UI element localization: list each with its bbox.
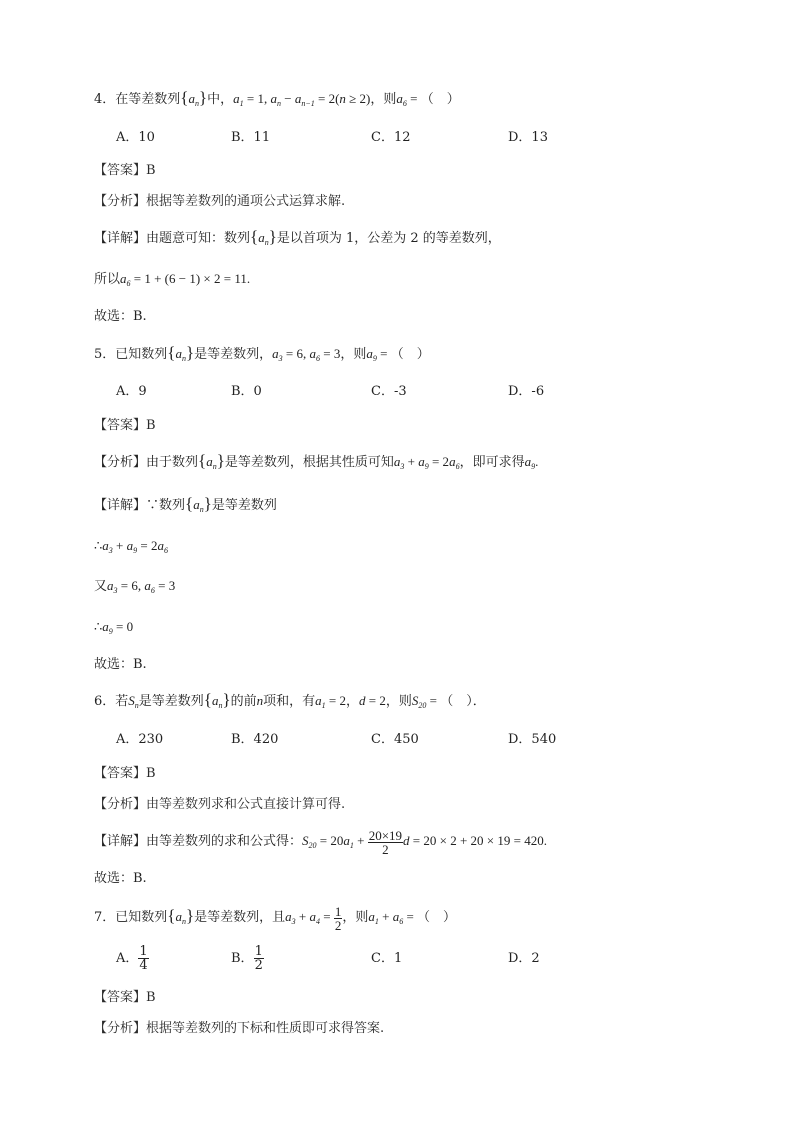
q4-option-c[interactable]: C．12: [371, 130, 411, 145]
q5-step-3: $\therefore a_9 = 0$: [94, 619, 134, 636]
math-expr: $a_3 + a_9 = 2a_6$: [102, 538, 168, 555]
fraction: $\frac{1}{2}$: [334, 903, 342, 933]
q6-answer: 【答案】B: [94, 766, 156, 781]
q7-answer: 【答案】B: [94, 990, 156, 1005]
q6-option-c[interactable]: C．450: [371, 732, 419, 747]
q5-choose: 故选：B.: [94, 657, 147, 672]
q5-option-d[interactable]: D．-6: [508, 384, 545, 399]
q6-stem: 6．若$S_n$是等差数列$\{a_n\}$的前n项和，有$a_1 = 2$，d = 2，则$S_{20}$ = （ ）．: [94, 690, 486, 710]
seq-notation: $\{a_n\}$: [180, 88, 208, 108]
q6-choose: 故选：B.: [94, 871, 147, 886]
fraction: $\frac{1}{2}$: [254, 944, 263, 973]
q5-analysis: 【分析】由于数列$\{a_n\}$是等差数列，根据其性质可知$a_3 + a_9 = 2a_6$，即可求得$a_9$.: [94, 451, 539, 471]
math-expr: $a_3 + a_4$ = $\frac{1}{2}$: [285, 903, 342, 933]
math-expr: $a_1 + a_6$ =: [368, 909, 418, 926]
math-expr: $S_{20}$ =: [411, 693, 441, 710]
math-expr: $a_3 + a_9 = 2a_6$: [393, 454, 460, 471]
q4-choose: 故选：B.: [94, 309, 147, 324]
math-expr: $a_1 = 2$: [315, 693, 347, 710]
math-expr: d = 2: [359, 693, 386, 708]
q4-option-b[interactable]: B．11: [231, 130, 271, 145]
q4-stem: 4．在等差数列$\{a_n\}$中，$a_1 = 1$, $a_n - a_{n-1} = 2(n \ge 2)$，则$a_6$ = （ ）: [94, 88, 460, 108]
seq-notation: $\{a_n\}$: [203, 690, 231, 710]
math-expr: $a_6 = 1 + (6 - 1) \times 2 = 11$.: [120, 271, 251, 288]
q7-stem: 7．已知数列$\{a_n\}$是等差数列，且$a_3 + a_4$ = $\frac{1}{2}$ ，则$a_1 + a_6$ = （ ）: [94, 903, 457, 933]
fraction: $\frac{1}{4}$: [139, 944, 148, 973]
q5-stem: 5．已知数列$\{a_n\}$是等差数列，$a_3 = 6$, $a_6 = 3$，则$a_9$ = （ ）: [94, 343, 430, 363]
q5-option-a[interactable]: A．9: [116, 384, 147, 399]
math-expr: $a_9$ =: [366, 346, 391, 363]
q5-detail: 【详解】∵数列$\{a_n\}$是等差数列: [94, 494, 277, 514]
math-expr: n: [256, 693, 264, 708]
q6-option-a[interactable]: A．230: [116, 732, 164, 747]
fraction: $\frac{20\times 19}{2}$: [368, 827, 403, 857]
seq-notation: $\{a_n\}$: [185, 494, 212, 514]
q5-step-2: 又$a_3 = 6$, $a_6 = 3$: [94, 578, 176, 595]
math-expr: $S_n$: [128, 693, 139, 710]
seq-notation: $\{a_n\}$: [167, 906, 195, 926]
q5-option-c[interactable]: C．-3: [371, 384, 407, 399]
seq-notation: $\{a_n\}$: [198, 451, 225, 471]
q4-option-d[interactable]: D．13: [508, 130, 548, 145]
math-expr: $a_3 = 6$, $a_6 = 3$: [272, 346, 341, 363]
q7-option-d[interactable]: D．2: [508, 951, 540, 966]
q7-option-b[interactable]: B． $\frac{1}{2}$: [231, 944, 263, 973]
seq-notation: $\{a_n\}$: [167, 343, 195, 363]
q4-option-a[interactable]: A．10: [116, 130, 155, 145]
q6-detail: 【详解】由等差数列的求和公式得：$S_{20} = 20a_1$ + $\frac{20\times 19}{2}$ d = 20 × 2 + 20 × 19 = 420.: [94, 827, 547, 857]
q4-analysis: 【分析】根据等差数列的通项公式运算求解.: [94, 194, 346, 209]
q7-option-c[interactable]: C．1: [371, 951, 403, 966]
q7-option-a[interactable]: A． $\frac{1}{4}$: [116, 944, 148, 973]
q6-analysis: 【分析】由等差数列求和公式直接计算可得.: [94, 797, 346, 812]
q4-calc: 所以$a_6 = 1 + (6 - 1) \times 2 = 11$.: [94, 271, 251, 288]
math-expr: $a_9 = 0$: [102, 619, 134, 636]
seq-notation: $\{a_n\}$: [250, 227, 277, 247]
q4-answer: 【答案】B: [94, 163, 156, 178]
math-expr: $a_3 = 6$, $a_6 = 3$: [107, 578, 176, 595]
q6-option-b[interactable]: B．420: [231, 732, 279, 747]
q5-answer: 【答案】B: [94, 418, 156, 433]
math-expr: $a_1 = 1$, $a_n - a_{n-1} = 2(n \ge 2)$: [233, 91, 371, 108]
q5-option-b[interactable]: B．0: [231, 384, 262, 399]
q6-option-d[interactable]: D．540: [508, 732, 557, 747]
math-expr: $S_{20} = 20a_1$ + $\frac{20\times 19}{2}$ d = 20 × 2 + 20 × 19 = 420.: [302, 827, 547, 857]
q4-detail: 【详解】由题意可知：数列$\{a_n\}$是以首项为 1，公差为 2 的等差数列，: [94, 227, 501, 247]
q5-step-1: $\therefore a_3 + a_9 = 2a_6$: [94, 538, 168, 555]
math-expr: $a_9$.: [524, 454, 539, 471]
math-expr: $a_6$ =: [396, 91, 421, 108]
q7-analysis: 【分析】根据等差数列的下标和性质即可求得答案.: [94, 1021, 385, 1036]
